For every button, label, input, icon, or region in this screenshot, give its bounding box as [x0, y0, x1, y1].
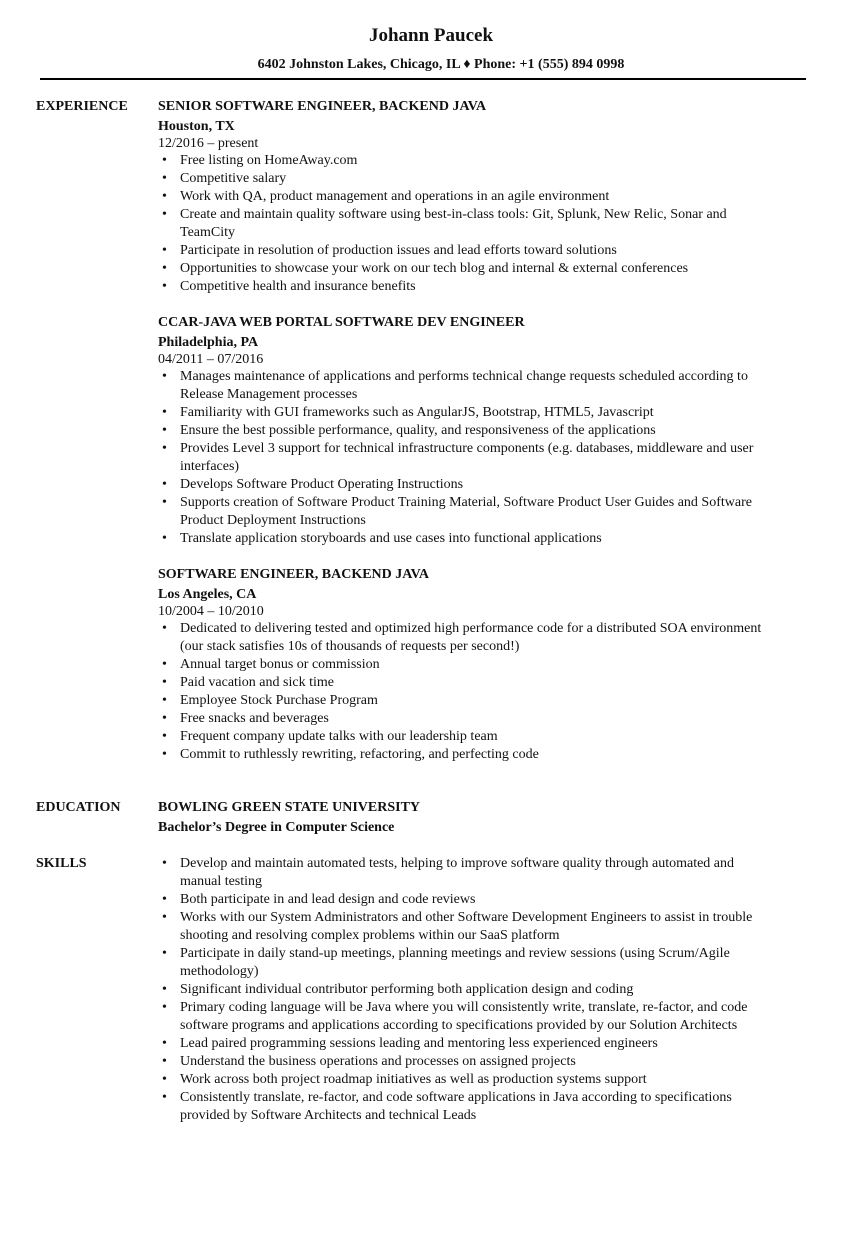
bullet-icon: • — [162, 982, 167, 997]
list-item: • Lead paired programming sessions leading and mentoring less experienced engineers — [162, 1036, 658, 1051]
job-location: Houston, TX — [158, 119, 235, 134]
list-item: • Works with our System Administrators and other Software Development Engineers to assist in trouble shooting and resolving complex problems within our SaaS platform — [162, 910, 753, 943]
list-item: • Both participate in and lead design and code reviews — [162, 892, 476, 907]
list-item: • Employee Stock Purchase Program — [162, 693, 378, 708]
list-item: • Competitive health and insurance benefits — [162, 279, 416, 294]
job-dates: 10/2004 – 10/2010 — [158, 604, 264, 619]
education-label: EDUCATION — [36, 800, 121, 815]
list-item: • Frequent company update talks with our leadership team — [162, 729, 498, 744]
bullet-icon: • — [162, 711, 167, 726]
bullet-icon: • — [162, 1054, 167, 1069]
list-item: • Work with QA, product management and operations in an agile environment — [162, 189, 610, 204]
list-item: • Commit to ruthlessly rewriting, refactoring, and perfecting code — [162, 747, 539, 762]
list-item: • Opportunities to showcase your work on our tech blog and internal & external conferences — [162, 261, 689, 276]
list-item: • Participate in daily stand-up meetings, planning meetings and review sessions (using Scrum/Agile methodology) — [162, 946, 730, 979]
list-item: • Develop and maintain automated tests, helping to improve software quality through automated and manual testing — [162, 856, 735, 889]
bullet-icon: • — [162, 675, 167, 690]
bullet-icon: • — [162, 423, 167, 438]
list-item: • Ensure the best possible performance, quality, and responsiveness of the applications — [162, 423, 656, 438]
job-title: SENIOR SOFTWARE ENGINEER, BACKEND JAVA — [158, 99, 487, 114]
list-item: • Understand the business operations and processes on assigned projects — [162, 1054, 576, 1069]
job-bullets — [158, 152, 806, 296]
list-item: • Translate application storyboards and use cases into functional applications — [162, 531, 602, 546]
bullet-icon: • — [162, 369, 167, 384]
bullet-icon: • — [162, 531, 167, 546]
bullet-icon: • — [162, 405, 167, 420]
bullet-icon: • — [162, 946, 167, 961]
skills-list — [158, 855, 806, 1125]
list-item: • Familiarity with GUI frameworks such as AngularJS, Bootstrap, HTML5, Javascript — [162, 405, 654, 420]
job-title: CCAR-JAVA WEB PORTAL SOFTWARE DEV ENGINEER — [158, 315, 525, 330]
bullet-icon: • — [162, 856, 167, 871]
school-name: BOWLING GREEN STATE UNIVERSITY — [158, 800, 421, 815]
bullet-icon: • — [162, 729, 167, 744]
bullet-icon: • — [162, 477, 167, 492]
list-item: • Dedicated to delivering tested and optimized high performance code for a distributed SOA environment (our stack satisfies 10s of thousands of requests per second!) — [162, 621, 762, 654]
job-dates: 04/2011 – 07/2016 — [158, 352, 264, 367]
job-entry — [158, 98, 806, 296]
job-dates: 12/2016 – present — [158, 136, 259, 151]
list-item: • Competitive salary — [162, 171, 287, 186]
bullet-icon: • — [162, 1090, 167, 1105]
job-location: Philadelphia, PA — [158, 335, 259, 350]
bullet-icon: • — [162, 171, 167, 186]
bullet-icon: • — [162, 621, 167, 636]
job-entry — [158, 314, 806, 548]
education-section — [36, 799, 806, 837]
bullet-icon: • — [162, 892, 167, 907]
bullet-icon: • — [162, 153, 167, 168]
bullet-icon: • — [162, 261, 167, 276]
bullet-icon: • — [162, 657, 167, 672]
bullet-icon: • — [162, 495, 167, 510]
list-item: • Work across both project roadmap initiatives as well as production systems support — [162, 1072, 647, 1087]
job-location: Los Angeles, CA — [158, 587, 257, 602]
skills-label: SKILLS — [36, 856, 87, 871]
list-item: • Create and maintain quality software using best-in-class tools: Git, Splunk, New Relic, Sonar and TeamCity — [162, 207, 727, 240]
skills-section — [36, 855, 806, 1125]
bullet-icon: • — [162, 1000, 167, 1015]
list-item: • Develops Software Product Operating Instructions — [162, 477, 464, 492]
experience-label: EXPERIENCE — [36, 99, 128, 114]
bullet-icon: • — [162, 207, 167, 222]
bullet-icon: • — [162, 243, 167, 258]
candidate-name: Johann Paucek — [368, 25, 494, 46]
job-bullets — [158, 368, 806, 548]
list-item: • Significant individual contributor performing both application design and coding — [162, 982, 634, 997]
degree: Bachelor’s Degree in Computer Science — [158, 820, 395, 835]
bullet-icon: • — [162, 1036, 167, 1051]
list-item: • Annual target bonus or commission — [162, 657, 380, 672]
list-item: • Primary coding language will be Java where you will consistently write, translate, re-factor, and code software programs and applications according to specifications provided by our Solution Architects — [162, 1000, 748, 1033]
contact-line: 6402 Johnston Lakes, Chicago, IL ♦ Phone: +1 (555) 894 0998 — [257, 57, 625, 72]
list-item: • Participate in resolution of production issues and lead efforts toward solutions — [162, 243, 617, 258]
bullet-icon: • — [162, 747, 167, 762]
bullet-icon: • — [162, 693, 167, 708]
list-item: • Free listing on HomeAway.com — [162, 153, 358, 168]
list-item: • Free snacks and beverages — [162, 711, 329, 726]
header-divider — [40, 78, 806, 80]
job-entry — [158, 566, 806, 764]
list-item: • Provides Level 3 support for technical infrastructure components (e.g. databases, middleware and user interfaces) — [162, 441, 754, 474]
bullet-icon: • — [162, 441, 167, 456]
bullet-icon: • — [162, 910, 167, 925]
job-bullets — [158, 620, 806, 764]
bullet-icon: • — [162, 1072, 167, 1087]
experience-section — [36, 98, 806, 777]
job-title: SOFTWARE ENGINEER, BACKEND JAVA — [158, 567, 429, 582]
bullet-icon: • — [162, 279, 167, 294]
list-item: • Supports creation of Software Product Training Material, Software Product User Guides and Software Product Deployment Instructions — [162, 495, 752, 528]
bullet-icon: • — [162, 189, 167, 204]
list-item: • Manages maintenance of applications and performs technical change requests scheduled according to Release Management processes — [162, 369, 748, 402]
list-item: • Paid vacation and sick time — [162, 675, 334, 690]
list-item: • Consistently translate, re-factor, and code software applications in Java according to specifications provided by Software Architects and technical Leads — [162, 1090, 732, 1123]
